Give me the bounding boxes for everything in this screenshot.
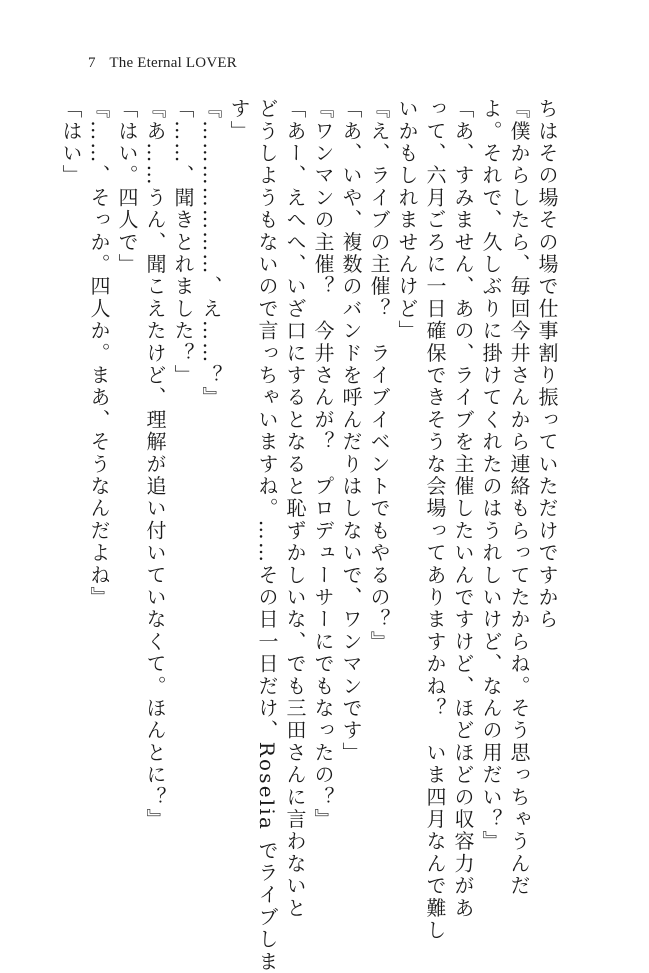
text-line: 「あ、すみません、あの、ライブを主催したいんですけど、ほどほどの収容力があ xyxy=(451,98,475,920)
text-line: 「あ、いや、複数のバンドを呼んだりはしないで、ワンマンです」 xyxy=(339,98,363,764)
text-line: ちはその場その場で仕事割り振っていただけですから xyxy=(535,98,559,631)
text-line: 『僕からしたら、毎回今井さんから連絡もらってたからね。そう思っちゃうんだ xyxy=(507,98,531,898)
text-line: 「はい」 xyxy=(59,98,83,187)
book-title: The Eternal LOVER xyxy=(109,55,237,71)
text-line: 『あ……うん、聞こえたけど、理解が追い付いていなくて。ほんとに？』 xyxy=(143,98,167,831)
text-line: 『ワンマンの主催？ 今井さんが？ プロデューサーにでもなったの？』 xyxy=(311,98,335,831)
vertical-body-text xyxy=(57,98,561,973)
text-line: よ。それで、久しぶりに掛けてくれたのはうれしいけど、なんの用だい？』 xyxy=(479,98,503,853)
text-line: って、六月ごろに一日確保できそうな会場ってありますかね？ いま四月なんで難し xyxy=(423,98,447,942)
text-line: 「……、聞きとれました？」 xyxy=(171,98,195,387)
text-line: 「あー、えへへ、いざ口にするとなると恥ずかしいな、でも三田さんに言わないと xyxy=(283,98,307,920)
running-header xyxy=(88,55,237,72)
text-line: す」 xyxy=(227,98,251,143)
text-line: 『え、ライブの主催？ ライブイベントでもやるの？』 xyxy=(367,98,391,653)
text-line: どうしようもないので言っちゃいますね。……その日一日だけ、Roselia でライブしま xyxy=(255,98,279,973)
text-line: いかもしれませんけど」 xyxy=(395,98,419,343)
page-number: 7 xyxy=(88,55,96,71)
text-line: 『…………………、え……？』 xyxy=(199,98,223,409)
text-line: 「はい。四人で」 xyxy=(115,98,139,276)
text-line: 『……、そっか。四人か。まあ、そうなんだよね』 xyxy=(87,98,111,609)
